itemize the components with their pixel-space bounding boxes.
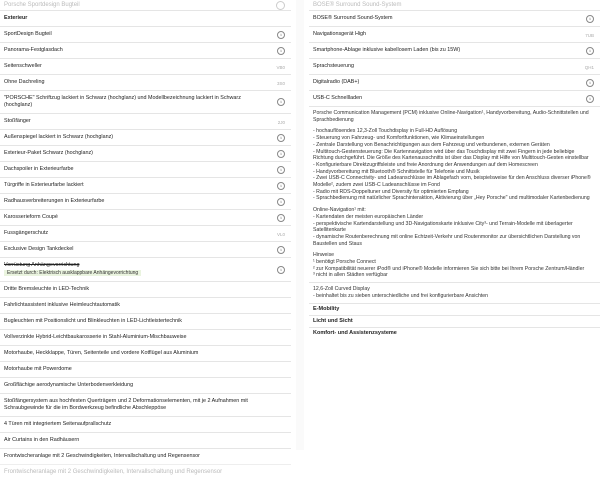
info-icon[interactable]: i: [277, 98, 285, 106]
option-label: SportDesign Bugteil: [4, 31, 52, 37]
option-label: Radhausverbreiterungen in Exterieurfarbe: [4, 198, 105, 204]
option-label: Ohne Dachreling: [4, 79, 45, 85]
option-label: Bugleuchten mit Positionslicht und Blinkleuchten in LED-Lichtleistertechnik: [4, 318, 182, 324]
option-row[interactable]: [309, 26, 600, 42]
option-row[interactable]: [0, 209, 291, 225]
left-page-header: [0, 0, 291, 10]
option-label: Vollverzinkte Hybrid-Leichtbaukarosserie in Stahl-Aluminium-Mischbauweise: [4, 334, 187, 340]
replaced-option-label: Vorrüstung Anhängevorrichtung: [4, 262, 80, 268]
description-line: - Kartendaten der meisten europäischen Länder: [313, 213, 424, 220]
option-label: Motorhaube, Heckklappe, Türen, Seitenteile und vordere Kotflügel aus Aluminium: [4, 350, 199, 356]
option-label: Außenspiegel lackiert in Schwarz (hochglanz): [4, 134, 114, 140]
option-row[interactable]: [0, 432, 291, 448]
info-icon[interactable]: i: [586, 47, 594, 55]
option-label: Großflächige aerodynamische Unterbodenverkleidung: [4, 382, 134, 388]
description-line: - hochauflösendes 12,3-Zoll Touchdisplay in Full-HD Auflösung: [313, 128, 458, 135]
option-row[interactable]: [0, 26, 291, 42]
curved-display-description: [309, 282, 600, 302]
info-icon[interactable]: i: [277, 214, 285, 222]
option-row[interactable]: [0, 145, 291, 161]
info-icon[interactable]: i: [277, 47, 285, 55]
pcm-description: [309, 106, 600, 282]
option-row[interactable]: [0, 329, 291, 345]
option-label: 4 Türen mit integriertem Seitenaufprallschutz: [4, 421, 112, 427]
description-line: Online-Navigation¹ mit:: [313, 207, 366, 214]
description-line: 12,6-Zoll Curved Display: [313, 286, 370, 293]
option-label: Türgriffe in Exterieurfarbe lackiert: [4, 182, 84, 188]
description-line: Porsche Communication Management (PCM) inklusive Online-Navigation¹, Handyvorbereitung, Audio-Schnittstellen und Sprachbedienung: [313, 110, 589, 123]
description-line: - Multitouch-Gestensteuerung: Die Kartennavigation wird über das Touchdisplay mit zwei Fingern in jede beliebige Richtung durchgeführt. Die Größe des Kartenausschnitts ist über das Display mit Hilfe von Multitouch-Gesten einstellbar: [313, 148, 589, 162]
option-label: Air Curtains in den Radhäusern: [4, 437, 80, 443]
description-line: ² zur Kompatibilität neuerer iPod® und iPhone® Modelle informieren Sie sich bitte bei Ihrem Porsche Zentrum/Händler: [313, 265, 585, 272]
info-icon[interactable]: i: [586, 95, 594, 103]
description-line: - Konfigurierbare Direktzugriffsleiste und freie Anordnung der Anwendungen auf dem Homescreen: [313, 161, 538, 168]
option-label: Exclusive Design Tankdeckel: [4, 246, 74, 252]
category-item[interactable]: Komfort- und Assistenzsysteme: [309, 327, 600, 339]
option-code: QH1: [584, 64, 594, 70]
right-page-header: [309, 0, 600, 10]
option-label: Stoßfängersystem aus hochfesten Querträgern und 2 Deformationselementen, mit je 2 Aufnahmen mit Schraubgewinde für die im Bordwerkzeug befindliche Abschleppöse: [4, 398, 248, 411]
description-line: - perspektivische Kartendarstellung und 3D-Navigationskarte inklusive City³- und Terrain-Modelle mit überlagerter Satellitenkarte: [313, 220, 573, 234]
description-line: - Sprachbedienung mit natürlicher Sprachinteraktion, Aktivierung über „Hey Porsche" und multimodaler Kartenbedienung: [313, 195, 590, 202]
option-row[interactable]: [309, 42, 600, 58]
replaced-by-note[interactable]: Ersetzt durch: Elektrisch ausklappbare Anhängevorrichtung: [4, 270, 141, 276]
description-line: - Radio mit RDS-Doppeltuner und Diversity für optimierten Empfang: [313, 188, 469, 195]
option-row[interactable]: [0, 129, 291, 145]
option-label: Digitalradio (DAB+): [313, 79, 360, 85]
option-row[interactable]: [0, 281, 291, 297]
option-row[interactable]: [0, 448, 291, 464]
option-label: Frontwischeranlage mit 2 Geschwindigkeiten, Intervallschaltung und Regensensor: [4, 453, 200, 459]
option-row[interactable]: [0, 416, 291, 432]
option-label: Navigationsgerät High: [313, 31, 367, 37]
info-icon[interactable]: i: [277, 198, 285, 206]
option-label: Fussgängerschutz: [4, 230, 49, 236]
right-header-title: BOSE® Surround Sound-System: [313, 2, 402, 8]
option-row[interactable]: [0, 42, 291, 58]
option-label: Karosserieform Coupé: [4, 214, 58, 220]
description-line: - beinhaltet bis zu sieben unterschiedliche und frei konfigurierbare Ansichten: [313, 292, 489, 299]
option-row[interactable]: [0, 377, 291, 393]
option-label: Seitenschweller: [4, 63, 42, 69]
category-list: [309, 303, 600, 339]
option-code: 2J0: [277, 119, 285, 125]
left-footer: Frontwischeranlage mit 2 Geschwindigkeiten, Intervallschaltung und Regensensor: [0, 464, 291, 479]
option-row[interactable]: [0, 297, 291, 313]
option-row[interactable]: [0, 345, 291, 361]
info-icon[interactable]: i: [277, 166, 285, 174]
option-code: 3S0: [276, 80, 285, 86]
option-row[interactable]: [0, 113, 291, 129]
category-item[interactable]: E-Mobility: [309, 303, 600, 315]
info-icon[interactable]: i: [277, 182, 285, 190]
option-label: Exterieur-Paket Schwarz (hochglanz): [4, 150, 93, 156]
replaced-option-row[interactable]: [0, 257, 291, 281]
description-line: ¹ benötigt Porsche Connect: [313, 259, 376, 266]
info-icon[interactable]: i: [277, 266, 285, 274]
info-icon[interactable]: i: [277, 246, 285, 254]
option-row[interactable]: [309, 58, 600, 74]
left-rows-group-1: [0, 26, 291, 257]
description-line: - Zwei USB-C Connectivity- und Ladeanschlüsse im Ablagefach vorn, beispielsweise für den Anschluss diverser iPhone® Modelle², zudem zwei USB-C Ladeanschlüsse im Fond: [313, 175, 591, 189]
option-row[interactable]: [0, 161, 291, 177]
description-line: - Handyvorbereitung mit Bluetooth® Schnittstelle für Telefonie und Musik: [313, 168, 480, 175]
option-row[interactable]: [309, 10, 600, 26]
option-row[interactable]: [0, 361, 291, 377]
left-rows-group-2: [0, 281, 291, 464]
section-label: Exterieur: [4, 15, 28, 21]
option-row[interactable]: [0, 177, 291, 193]
option-code: VL0: [276, 231, 285, 237]
option-label: BOSE® Surround Sound-System: [313, 15, 393, 21]
description-line: - Zentrale Darstellung von Benachrichtigungen aus dem Fahrzeug und verbundenen, externen Geräten: [313, 141, 550, 148]
option-label: Dritte Bremsleuchte in LED-Technik: [4, 286, 90, 292]
option-label: "PORSCHE" Schriftzug lackiert in Schwarz (hochglanz) und Modellbezeichnung lackiert in Schwarz (hochglanz): [4, 95, 241, 108]
description-line: - Steuerung von Fahrzeug- und Komfortfunktionen, wie Klimaeinstellungen: [313, 135, 485, 142]
option-row[interactable]: [0, 225, 291, 241]
option-row[interactable]: [0, 313, 291, 329]
option-label: USB-C Schnellladen: [313, 95, 363, 101]
info-icon[interactable]: [276, 1, 285, 10]
option-row[interactable]: [309, 74, 600, 90]
option-label: Panorama-Festglasdach: [4, 47, 63, 53]
right-rows-group: [309, 10, 600, 106]
option-label: Motorhaube mit Powerdome: [4, 366, 72, 372]
option-row[interactable]: [0, 193, 291, 209]
info-icon[interactable]: i: [277, 31, 285, 39]
option-row[interactable]: [309, 90, 600, 106]
option-row[interactable]: [0, 58, 291, 74]
info-icon[interactable]: i: [277, 134, 285, 142]
info-icon[interactable]: i: [586, 79, 594, 87]
option-label: Sprachsteuerung: [313, 63, 355, 69]
option-code: VB0: [276, 64, 285, 70]
option-row[interactable]: [0, 393, 291, 416]
left-column: [0, 0, 291, 475]
option-label: Stoßfänger: [4, 118, 31, 124]
option-row[interactable]: [0, 241, 291, 257]
left-header-title: Porsche Sportdesign Bugteil: [4, 2, 80, 8]
option-label: Smartphone-Ablage inklusive kabellosem Laden (bis zu 15W): [313, 47, 461, 53]
description-line: Hinweise: [313, 252, 335, 259]
option-label: Dachspoiler in Exterieurfarbe: [4, 166, 74, 172]
info-icon[interactable]: i: [586, 15, 594, 23]
description-line: ³ nicht in allen Städten verfügbar: [313, 272, 388, 279]
option-row[interactable]: [0, 90, 291, 113]
section-title-exterieur: [0, 10, 291, 26]
description-line: - dynamische Routenberechnung mit online Echtzeit-Verkehr und Routenmonitor zur übersichtlichen Darstellung von Baustellen und Staus: [313, 233, 581, 247]
column-separator: [296, 0, 304, 450]
category-item[interactable]: Licht und Sicht: [309, 315, 600, 327]
option-row[interactable]: [0, 74, 291, 90]
option-label: Fahrlichtassistent inklusive Heimleuchtautomatik: [4, 302, 120, 308]
info-icon[interactable]: i: [277, 150, 285, 158]
right-column: [309, 0, 600, 450]
option-code: 7UB: [585, 32, 594, 38]
